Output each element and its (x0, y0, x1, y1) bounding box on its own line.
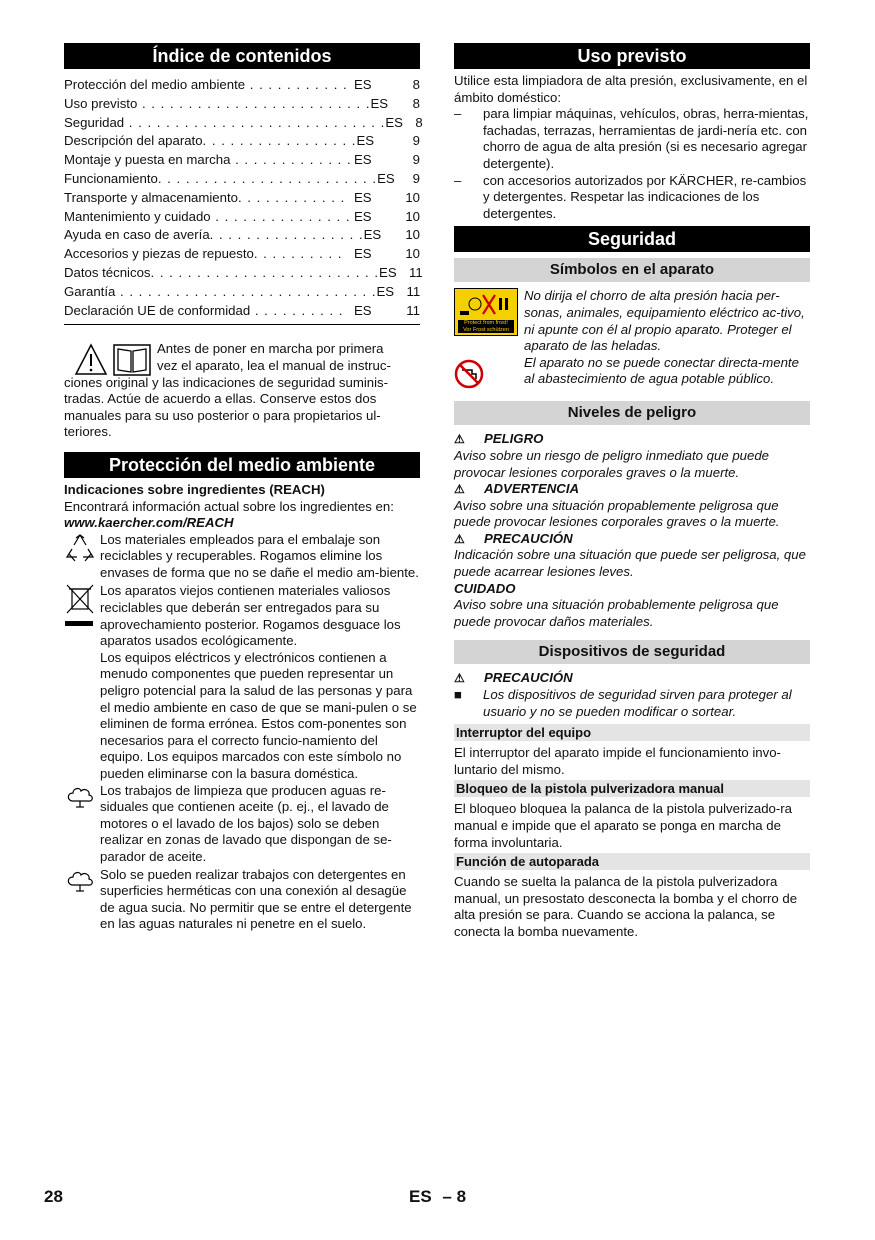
toc-entry-lang: ES (356, 133, 375, 149)
warning-icon: ⚠ (454, 482, 465, 497)
advertencia-heading: ⚠ ADVERTENCIA (454, 481, 580, 497)
toc-entry[interactable] (64, 114, 423, 133)
oil-note (64, 783, 420, 866)
reach-text: Encontrará información actual sobre los ingredientes en: (64, 498, 394, 514)
square-bullet-icon: ■ (454, 687, 462, 703)
cuidado-heading: CUIDADO (454, 580, 516, 596)
recycling-text: Los materiales empleados para el embalaje son reciclables y recuperables. Rogamos elimine los envases de forma que no se dañe el medio am-biente. (100, 531, 419, 580)
symbol-text-1: No dirija el chorro de alta presión hacia per-sonas, animales, equipamiento eléctrico ac-tivo, ni apunte con él al propio aparato. Proteger el aparato de las heladas. (524, 288, 805, 354)
toc-entry[interactable] (64, 283, 420, 302)
cuidado-text: Aviso sobre una situación probablemente peligrosa que puede provocar daños materiales. (454, 597, 779, 629)
switch-text: El interruptor del aparato impide el funcionamiento invo-luntario del mismo. (454, 745, 781, 777)
peligro-heading: ⚠ PELIGRO (454, 431, 544, 447)
precaucion-heading: ⚠ PRECAUCIÓN (454, 530, 573, 546)
toc-entry-lang: ES (363, 227, 382, 243)
toc-entry-label: Funcionamiento (64, 170, 158, 186)
weee-text-2: Los equipos eléctricos y electrónicos contienen a menudo componentes que pueden representar un peligro potencial para la salud de las personas y para el medio ambiente en caso de que se mani-pulen o se eliminen de forma errónea. Estos com-ponentes son necesarios para el correcto funcio-namiento del equipo. Los equipos marcados con este símbolo no pueden eliminarse con la basura doméstica. (100, 649, 417, 782)
toc-entry-lang: ES (354, 246, 372, 262)
toc-entry-label: Transporte y almacenamiento (64, 189, 238, 205)
toc-entry-label: Ayuda en caso de avería (64, 227, 210, 243)
lock-title: Bloqueo de la pistola pulverizadora manual (454, 780, 810, 797)
toc-leader: . . . . . . . . . . . . . . . . . . . . . . . . . . . . (124, 114, 386, 130)
toc-leader: . . . . . . . . . . . (245, 77, 348, 92)
toc-leader: . . . . . . . . . . . . . . . . . (209, 227, 364, 243)
toc-leader: . . . . . . . . . . . . . . . . . (202, 133, 357, 149)
toc-entry-lang: ES (354, 208, 372, 224)
toc-entry-page: 8 (412, 95, 420, 111)
frost-label-en: Protect from frost! (464, 320, 508, 327)
safety-devices-title: Dispositivos de seguridad (454, 640, 810, 664)
toc-entry-lang: ES (354, 152, 372, 168)
danger-levels-title: Niveles de peligro (454, 401, 810, 425)
manual-note-line1: Antes de poner en marcha por primera (157, 341, 384, 357)
no-spray-people-icon (455, 289, 517, 321)
intended-use-item: – para limpiar máquinas, vehículos, obras, herra-mientas, fachadas, terrazas, herramientas de jardi-nería etc. con chorro de agua de alta presión (si es necesario agregar detergente). (454, 106, 809, 171)
toc-entry-page: 11 (406, 283, 421, 299)
warning-manual-icon (74, 343, 154, 377)
switch-title: Interruptor del equipo (454, 724, 810, 741)
toc-leader: . . . . . . . . . . (250, 302, 344, 318)
toc-entry-lang: ES (354, 302, 372, 318)
page-number: 28 (44, 1187, 63, 1206)
reach-url: www.kaercher.com/REACH (64, 515, 234, 531)
toc-leader: . . . . . . . . . . . . . . . . . . . . . . . . . (137, 95, 371, 111)
toc-leader: . . . . . . . . . . . . . . . . . . . . . . . . . . . . (115, 283, 377, 299)
precaucion-text: Indicación sobre una situación que puede ser peligrosa, que puede acarrear lesiones leves. (454, 547, 806, 580)
page-label: ES – 8 (409, 1187, 467, 1206)
toc-entry[interactable] (64, 302, 420, 321)
toc-entry-lang: ES (370, 95, 389, 111)
warning-icon: ⚠ (454, 671, 465, 686)
frost-label-de: Vor Frost schützen (463, 326, 509, 333)
toc-leader: . . . . . . . . . . . . . (230, 152, 352, 168)
autostop-title: Función de autoparada (454, 853, 810, 870)
toc-entry-page: 9 (412, 152, 420, 168)
toc-entry-page: 11 (409, 264, 423, 280)
warning-icon: ⚠ (454, 531, 465, 546)
toc-entry[interactable] (64, 151, 420, 170)
oil-text: Los trabajos de limpieza que producen aguas re-siduales que contienen aceite (p. ej., el lavado de motores o el lavado de los bajos) solo se deben realizar en zonas de lavado que dispongan de se-parador de aceite. (100, 782, 392, 864)
devices-bullet: ■ Los dispositivos de seguridad sirven para proteger al usuario y no se pueden modificar o sortear. (454, 687, 792, 719)
toc-entry[interactable] (64, 264, 423, 283)
toc-entry-lang: ES (377, 170, 395, 186)
toc-entry-label: Garantía (64, 283, 116, 299)
toc-entry-label: Datos técnicos (64, 264, 151, 280)
toc-entry-page: 9 (412, 170, 420, 186)
toc-entry-label: Descripción del aparato (64, 133, 203, 149)
recycling-note (64, 532, 420, 582)
toc-leader: . . . . . . . . . . . . . . . (210, 208, 351, 224)
toc-entry-lang: ES (354, 189, 372, 205)
no-drinking-water-icon (454, 359, 484, 389)
toc-entry[interactable] (64, 208, 420, 227)
symbol-row-1 (454, 288, 810, 354)
reach-heading: Indicaciones sobre ingredientes (REACH) (64, 481, 325, 497)
toc-leader: . . . . . . . . . . . . . . . . . . . . . . . . (157, 170, 378, 186)
left-column (64, 43, 423, 933)
toc-entry[interactable] (64, 170, 420, 189)
toc-leader: . . . . . . . . . . (253, 246, 343, 262)
devices-precaucion-heading: ⚠ PRECAUCIÓN (454, 670, 573, 686)
manual-note (64, 341, 420, 441)
intended-use-intro: Utilice esta limpiadora de alta presión, exclusivamente, en el ámbito doméstico: (454, 73, 808, 105)
lock-text: El bloqueo bloquea la palanca de la pistola pulverizado-ra manual e impide que el aparato se ponga en marcha de forma involuntaria. (454, 801, 792, 850)
crossed-bin-icon (64, 583, 96, 627)
toc-entry[interactable] (64, 76, 420, 95)
symbol-row-2 (454, 355, 810, 394)
toc-entry-page: 9 (412, 133, 420, 149)
right-column (454, 43, 810, 941)
safety-title: Seguridad (454, 226, 810, 252)
symbols-title: Símbolos en el aparato (454, 258, 810, 282)
weee-text: Los aparatos viejos contienen materiales valiosos reciclables que deberán ser entregados para su aprovechamiento posterior. Rogamos desguace los aparatos usados ecológicamente. (100, 583, 401, 649)
peligro-text: Aviso sobre un riesgo de peligro inmediato que puede provocar lesiones corporales graves o la muerte. (454, 447, 770, 480)
toc-leader: . . . . . . . . . . . . . . . . . . . . . . . . . (150, 264, 380, 280)
toc-entry-page: 11 (406, 302, 420, 318)
table-of-contents (64, 69, 423, 325)
toc-entry-lang: ES (379, 264, 397, 280)
toc-entry-lang: ES (385, 114, 403, 130)
toc-entry-label: Uso previsto (64, 95, 138, 111)
detergent-note (64, 867, 420, 933)
warning-icon: ⚠ (454, 432, 465, 447)
toc-entry[interactable] (64, 245, 420, 264)
frost-warning-label (454, 288, 518, 336)
toc-entry-lang: ES (354, 77, 372, 92)
intended-use-item: – con accesorios autorizados por KÄRCHER, re-cambios y detergentes. Respetar las indicaciones de los detergentes. (454, 172, 807, 221)
toc-entry-label: Protección del medio ambiente (64, 77, 246, 92)
toc-leader: . . . . . . . . . . . . (237, 189, 346, 205)
toc-entry-label: Mantenimiento y cuidado (64, 208, 211, 224)
toc-entry[interactable] (64, 189, 420, 208)
intended-use-title: Uso previsto (454, 43, 810, 69)
toc-entry-label: Montaje y puesta en marcha (64, 152, 231, 168)
oil-drop-icon (64, 783, 96, 811)
toc-entry[interactable] (64, 132, 420, 151)
detergent-text: Solo se pueden realizar trabajos con detergentes en superficies herméticas con una conexión al desagüe de agua sucia. No permitir que se entre el detergente en las aguas naturales ni penetre en el suelo. (100, 866, 412, 932)
manual-note-rest: ciones original y las indicaciones de seguridad suminis-tradas. Actúe de acuerdo a ellas. Conserve estos dos manuales para su uso posterior o para propietarios ul-teriores. (64, 374, 388, 440)
environment-icon (64, 867, 96, 895)
toc-entry-label: Declaración UE de conformidad (64, 302, 251, 318)
autostop-text: Cuando se suelta la palanca de la pistola pulverizadora manual, un presostato desconecta la bomba y el chorro de alta presión se para. Cuando se acciona la palanca, se conecta la bomba nuevamente. (454, 874, 798, 939)
toc-entry-page: 10 (405, 227, 420, 243)
toc-entry-label: Accesorios y piezas de repuesto (64, 246, 254, 262)
toc-entry-label: Seguridad (64, 114, 125, 130)
toc-title: Índice de contenidos (64, 43, 420, 69)
recycling-icon (64, 532, 96, 564)
toc-entry[interactable] (64, 226, 420, 245)
toc-entry-page: 8 (412, 77, 420, 92)
toc-entry-lang: ES (376, 283, 395, 299)
advertencia-text: Aviso sobre una situación propablemente peligrosa que puede provocar lesiones corporales graves o la muerte. (454, 497, 780, 530)
weee-note (64, 583, 420, 782)
toc-entry[interactable] (64, 95, 420, 114)
toc-entry-page: 10 (405, 208, 420, 224)
toc-entry-page: 8 (415, 114, 423, 130)
manual-note-line2: vez el aparato, lea el manual de instruc- (157, 357, 391, 373)
toc-entry-page: 10 (405, 246, 420, 262)
environment-title: Protección del medio ambiente (64, 452, 420, 478)
toc-entry-page: 10 (405, 189, 420, 205)
symbol-text-2: El aparato no se puede conectar directa-mente al abastecimiento de agua potable público. (524, 354, 799, 387)
